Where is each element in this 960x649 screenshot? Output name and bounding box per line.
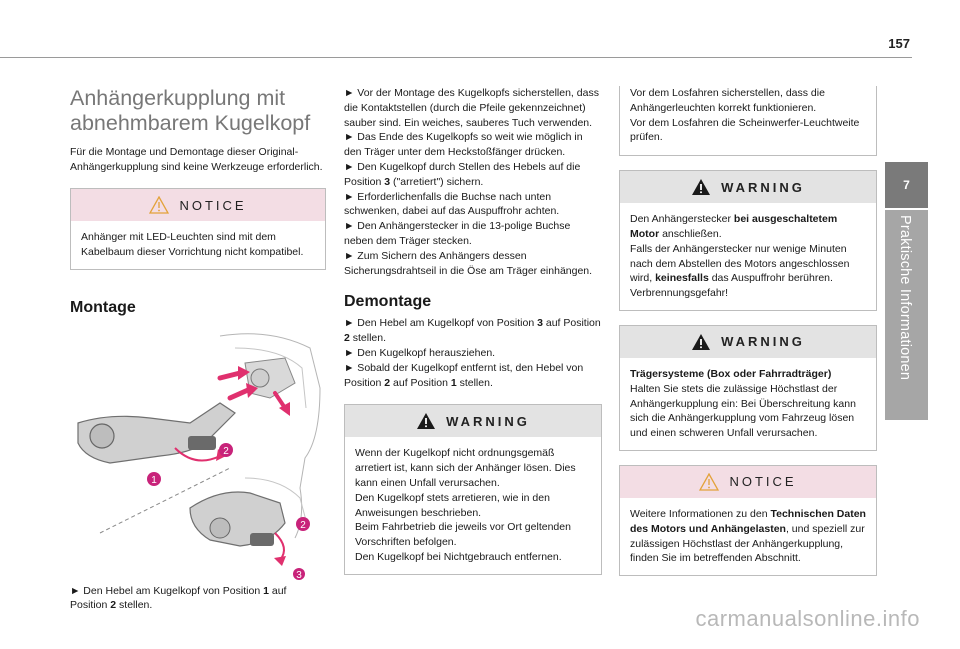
column-2 <box>344 86 602 575</box>
section-title-montage: Montage <box>70 298 136 316</box>
notice-header <box>71 189 325 221</box>
svg-text:1: 1 <box>151 474 157 486</box>
notice-box-led <box>70 188 326 270</box>
warning-text: Wenn der Kugelkopf nicht ordnungsgemäß arretiert ist, kann sich der Anhänger lösen. Dies kann einen Unfall verursachen. Den Kugelkopf stets arretieren, wie in den Anweisungen beschrieben. Beim Fahrbetrieb die jeweils vor Ort geltenden Vorschriften befolgen. Den Kugelkopf bei Nichtgebrauch entfernen. <box>355 447 576 563</box>
svg-text:2: 2 <box>300 519 306 531</box>
section-title-demontage: Demontage <box>344 293 432 311</box>
callout-2b <box>296 517 310 531</box>
page-number: 157 <box>888 36 910 51</box>
warning-box-locking <box>344 404 602 574</box>
callout-2a <box>219 443 233 457</box>
notice-label: NOTICE <box>729 474 797 490</box>
step-socket-down: ► Erforderlichenfalls die Buchse nach unten schwenken, dabei auf das Auspuffrohr achten. <box>344 190 560 218</box>
intro-text: Für die Montage und Demontage dieser Original-Anhängerkupplung sind keine Werkzeuge erforderlich. <box>70 146 323 173</box>
chapter-title: Praktische Informationen <box>897 215 913 381</box>
chapter-title-tab[interactable] <box>885 210 928 420</box>
demontage-steps: ► Den Hebel am Kugelkopf von Position 3 auf Position 2 stellen. ► Den Kugelkopf herausziehen. ► Sobald der Kugelkopf entfernt ist, den Hebel von Position 2 auf Position 1 stellen. <box>344 317 601 389</box>
svg-text:3: 3 <box>296 569 302 580</box>
chapter-number-tab[interactable] <box>885 162 928 208</box>
step-lock-lever: ► Den Kugelkopf durch Stellen des Hebels auf die Position 3 ("arretiert") sichern. <box>344 160 581 188</box>
warning-text: Trägersysteme (Box oder Fahrradträger) Halten Sie stets die zulässige Höchstlast der Anhängerkupplung ein: Bei Überschreitung kann sich die Anhängerkupplung vom Fahrzeug lösen und einen schweren Unfall verursachen. <box>630 367 856 440</box>
warning-header <box>620 171 876 203</box>
warning-box-connector <box>619 170 877 311</box>
warning-text: Den Anhängerstecker bei ausgeschaltetem Motor anschließen. Falls der Anhängerstecker nur wenige Minuten nach dem Abstellen des Motors angeschlossen wird, keinesfalls das Auspuffrohr berühren. Verbrennungsgefahr! <box>630 213 850 300</box>
warning-label: WARNING <box>721 334 805 350</box>
chapter-number: 7 <box>903 178 910 192</box>
header-rule <box>0 57 912 58</box>
warning-triangle-icon <box>691 178 711 196</box>
warning-triangle-icon <box>416 412 436 430</box>
warning-triangle-outline-icon <box>699 473 719 491</box>
warning-label: WARNING <box>446 413 530 429</box>
step-clean-contacts: ► Vor der Montage des Kugelkopfs sicherstellen, dass die Kontaktstellen (durch die Pfeile gekennzeichnet) sauber sind. Ein weiches, sauberes Tuch verwenden. <box>344 87 599 129</box>
montage-caption: ► Den Hebel am Kugelkopf von Position 1 auf Position 2 stellen. <box>70 584 287 612</box>
callout-1 <box>147 472 161 486</box>
notice-label: NOTICE <box>179 197 247 213</box>
notice-text: Anhänger mit LED-Leuchten sind mit dem Kabelbaum dieser Vorrichtung nicht kompatibel. <box>81 231 304 258</box>
warning-header <box>345 405 601 437</box>
column-1 <box>70 86 326 613</box>
continued-notice-box <box>619 86 877 156</box>
page-title-line1: Anhängerkupplung mit <box>70 86 286 110</box>
page-title <box>70 86 326 136</box>
notice-text: Weitere Informationen zu den Technischen Daten des Motors und Anhängelasten, und speziell zur zulässigen Höchstlast der Anhängerkupplung, finden Sie im betreffenden Abschnitt. <box>630 507 866 565</box>
warning-triangle-outline-icon <box>149 196 169 214</box>
notice-box-specs <box>619 465 877 576</box>
svg-text:2: 2 <box>223 445 229 457</box>
warning-label: WARNING <box>721 179 805 195</box>
notice-header <box>620 466 876 498</box>
warning-box-carrier <box>619 325 877 451</box>
column-3 <box>619 86 877 576</box>
watermark: carmanualsonline.info <box>695 606 920 631</box>
check-lights-text: Vor dem Losfahren sicherstellen, dass die Anhängerleuchten korrekt funktionieren. Vor dem Losfahren die Scheinwerfer-Leuchtweite prüfen. <box>630 87 860 144</box>
page-title-line2: abnehmbarem Kugelkopf <box>70 111 311 135</box>
callout-3 <box>293 568 305 580</box>
warning-triangle-icon <box>691 333 711 351</box>
step-plug-connector: ► Den Anhängerstecker in die 13-polige Buchse neben dem Träger stecken. <box>344 220 571 247</box>
warning-header <box>620 326 876 358</box>
step-safety-cable: ► Zum Sichern des Anhängers dessen Sicherungsdrahtseil in die Öse am Träger einhängen. <box>344 249 593 277</box>
tow-hitch-illustration <box>70 328 326 580</box>
montage-steps <box>344 86 602 278</box>
step-insert-ball: ► Das Ende des Kugelkopfs so weit wie möglich in den Träger unter dem Heckstoßfänger drücken. <box>344 131 583 159</box>
